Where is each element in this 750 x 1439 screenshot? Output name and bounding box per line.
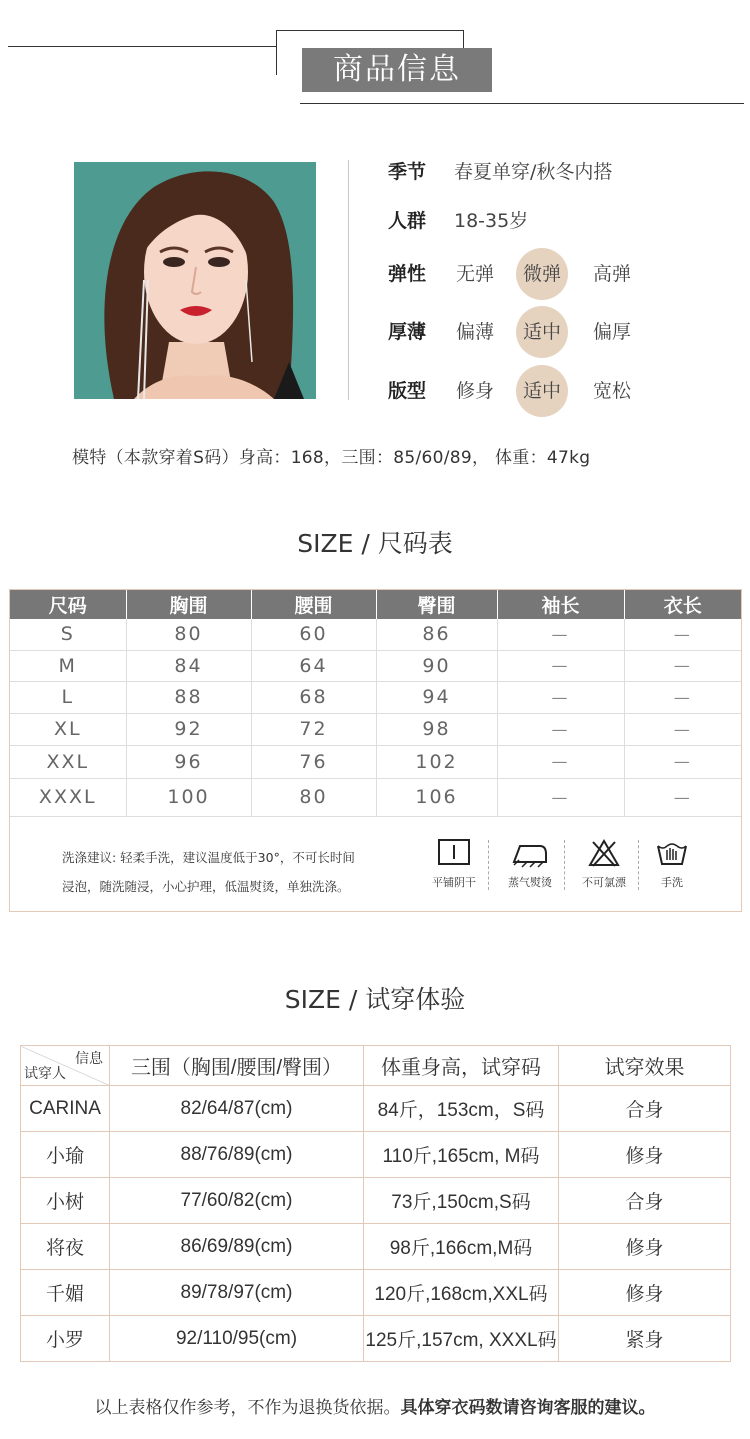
table-cell: L: [10, 681, 126, 713]
table-cell: XXXL: [10, 778, 126, 816]
table-cell: 92: [126, 713, 251, 745]
thickness-option-thin: 偏薄: [455, 321, 494, 343]
attr-thickness-label: 厚薄: [388, 321, 427, 343]
care-steam-iron: [498, 838, 562, 890]
wash-line-2: 浸泡，随洗随浸，小心护理，低温熨烫，单独洗涤。: [62, 879, 350, 894]
table-row: [21, 1270, 731, 1316]
table-cell: 紧身: [559, 1316, 731, 1362]
table-cell: 94: [376, 681, 497, 713]
care-steam-iron-label: 蒸气熨烫: [508, 876, 552, 889]
attr-crowd-value: 18-35岁: [454, 210, 529, 232]
table-cell: 84斤，153cm，S码: [364, 1086, 559, 1132]
wash-line-1: 洗涤建议: 轻柔手洗，建议温度低于30°，不可长时间: [62, 850, 355, 865]
care-no-bleach: [572, 838, 636, 890]
table-cell: —: [624, 713, 741, 745]
elasticity-option-high: 高弹: [592, 263, 631, 285]
elasticity-option-none: 无弹: [455, 263, 494, 285]
table-cell: —: [497, 619, 624, 650]
thickness-option-medium: 适中: [516, 306, 568, 358]
table-cell: 110斤,165cm, M码: [364, 1132, 559, 1178]
table-cell: —: [624, 619, 741, 650]
table-cell: 80: [126, 619, 251, 650]
table-row: [21, 1086, 731, 1132]
attr-season-value: 春夏单穿/秋冬内搭: [454, 161, 613, 183]
tryon-corner-top: 信息: [75, 1050, 103, 1066]
table-cell: —: [497, 650, 624, 681]
table-cell: 100: [126, 778, 251, 816]
tryon-corner-bottom: 试穿人: [24, 1065, 66, 1081]
wash-instructions: [62, 843, 412, 901]
care-no-bleach-label: 不可氯漂: [582, 876, 626, 889]
care-separator: [638, 840, 639, 890]
table-cell: 合身: [559, 1178, 731, 1224]
table-cell: —: [497, 681, 624, 713]
size-table: [10, 590, 741, 817]
table-row: [10, 745, 741, 778]
no-bleach-icon: [587, 838, 621, 868]
table-cell: 120斤,168cm,XXL码: [364, 1270, 559, 1316]
table-row: [10, 619, 741, 650]
table-cell: 86/69/89(cm): [110, 1224, 364, 1270]
size-header-cell: 袖长: [497, 590, 624, 619]
tryon-table-header: [21, 1046, 731, 1086]
table-row: [10, 650, 741, 681]
attr-crowd-label: 人群: [388, 210, 427, 232]
header-line-left: [8, 46, 276, 47]
steam-iron-icon: [510, 838, 550, 868]
table-cell: 86: [376, 619, 497, 650]
table-cell: 82/64/87(cm): [110, 1086, 364, 1132]
model-info: 模特（本款穿着S码）身高：168，三围：85/60/89， 体重：47kg: [72, 448, 591, 468]
table-cell: XL: [10, 713, 126, 745]
fit-option-regular: 适中: [516, 365, 568, 417]
table-cell: M: [10, 650, 126, 681]
table-cell: 88: [126, 681, 251, 713]
table-cell: 修身: [559, 1224, 731, 1270]
table-cell: 106: [376, 778, 497, 816]
table-cell: —: [497, 778, 624, 816]
table-row: [21, 1178, 731, 1224]
size-header-cell: 衣长: [624, 590, 741, 619]
table-cell: 92/110/95(cm): [110, 1316, 364, 1362]
attr-elasticity-label: 弹性: [388, 263, 427, 285]
table-cell: 102: [376, 745, 497, 778]
table-cell: 84: [126, 650, 251, 681]
attr-thickness: [388, 312, 688, 352]
elasticity-option-slight: 微弹: [516, 248, 568, 300]
attr-fit: [388, 371, 688, 411]
table-cell: XXL: [10, 745, 126, 778]
table-row: [10, 681, 741, 713]
thickness-option-thick: 偏厚: [592, 321, 631, 343]
table-cell: 98斤,166cm,M码: [364, 1224, 559, 1270]
hand-wash-icon: [655, 838, 689, 868]
size-table-header: [10, 590, 741, 619]
footer-note-bold: 具体穿衣码数请咨询客服的建议。: [400, 1398, 656, 1418]
table-cell: 小树: [21, 1178, 110, 1224]
care-separator: [488, 840, 489, 890]
care-hand-wash-label: 手洗: [661, 876, 683, 889]
table-cell: 76: [251, 745, 376, 778]
tryon-header-cell: 体重身高，试穿码: [364, 1046, 559, 1086]
table-cell: S: [10, 619, 126, 650]
fit-option-loose: 宽松: [592, 380, 631, 402]
table-cell: 125斤,157cm, XXXL码: [364, 1316, 559, 1362]
size-header-cell: 臀围: [376, 590, 497, 619]
tryon-corner-cell: [21, 1046, 110, 1086]
table-cell: CARINA: [21, 1086, 110, 1132]
tryon-header-cell: 三围（胸围/腰围/臀围）: [110, 1046, 364, 1086]
table-cell: 73斤,150cm,S码: [364, 1178, 559, 1224]
table-cell: 96: [126, 745, 251, 778]
footer-note: [0, 1393, 750, 1418]
table-cell: —: [624, 745, 741, 778]
table-cell: —: [624, 650, 741, 681]
care-flat-dry: [422, 838, 486, 890]
table-row: [21, 1316, 731, 1362]
size-header-cell: 尺码: [10, 590, 126, 619]
table-cell: —: [624, 778, 741, 816]
table-row: [10, 778, 741, 816]
table-cell: 小瑜: [21, 1132, 110, 1178]
table-cell: 98: [376, 713, 497, 745]
flat-dry-icon: [437, 838, 471, 868]
size-header-cell: 胸围: [126, 590, 251, 619]
table-cell: 89/78/97(cm): [110, 1270, 364, 1316]
size-chart: [9, 589, 742, 912]
footer-note-normal: 以上表格仅作参考，不作为退换货依据。: [94, 1398, 401, 1418]
model-photo: [74, 162, 316, 399]
header-line-right: [300, 103, 744, 104]
attr-fit-label: 版型: [388, 380, 427, 402]
tryon-header-cell: 试穿效果: [559, 1046, 731, 1086]
table-cell: —: [497, 745, 624, 778]
table-row: [21, 1224, 731, 1270]
table-cell: 77/60/82(cm): [110, 1178, 364, 1224]
table-cell: 90: [376, 650, 497, 681]
care-separator: [564, 840, 565, 890]
table-cell: 64: [251, 650, 376, 681]
table-cell: —: [497, 713, 624, 745]
size-chart-title: SIZE / 尺码表: [297, 529, 453, 558]
photo-divider: [348, 160, 349, 400]
table-cell: 88/76/89(cm): [110, 1132, 364, 1178]
page-title: 商品信息: [302, 48, 492, 92]
table-cell: —: [624, 681, 741, 713]
fit-option-slim: 修身: [455, 380, 494, 402]
table-cell: 修身: [559, 1270, 731, 1316]
table-row: [10, 713, 741, 745]
size-header-cell: 腰围: [251, 590, 376, 619]
table-cell: 60: [251, 619, 376, 650]
table-cell: 合身: [559, 1086, 731, 1132]
care-flat-dry-label: 平铺阴干: [432, 876, 476, 889]
tryon-table: [20, 1045, 731, 1362]
table-cell: 72: [251, 713, 376, 745]
attr-season-label: 季节: [388, 161, 427, 183]
table-cell: 80: [251, 778, 376, 816]
table-cell: 小罗: [21, 1316, 110, 1362]
table-cell: 将夜: [21, 1224, 110, 1270]
tryon-title: SIZE / 试穿体验: [284, 985, 466, 1014]
table-row: [21, 1132, 731, 1178]
attr-elasticity: [388, 254, 688, 294]
table-cell: 修身: [559, 1132, 731, 1178]
table-cell: 千媚: [21, 1270, 110, 1316]
table-cell: 68: [251, 681, 376, 713]
care-hand-wash: [644, 838, 700, 890]
